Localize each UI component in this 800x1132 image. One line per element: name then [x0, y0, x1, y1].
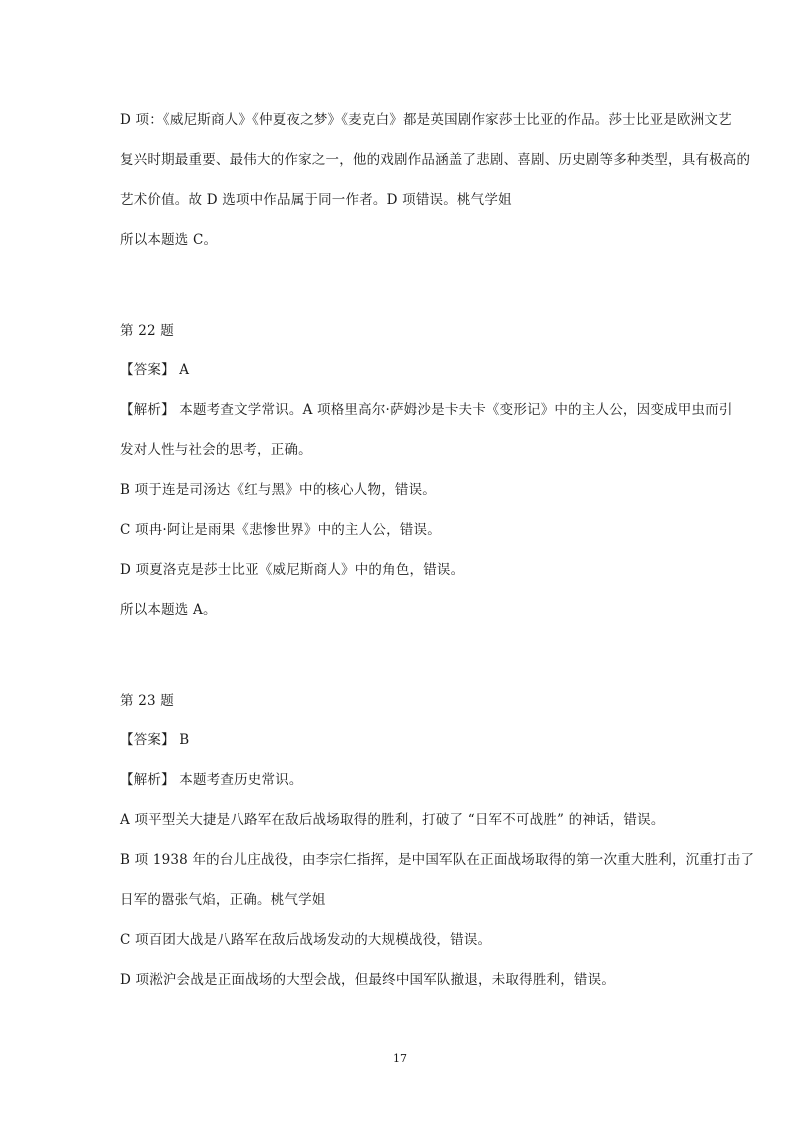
q21-option-d-line-1: D 项：《威尼斯商人》《仲夏夜之梦》《麦克白》都是英国剧作家莎士比亚的作品。莎士比亚是欧洲文艺: [120, 112, 732, 128]
q22-analysis-line-2: 发对人性与社会的思考，正确。: [120, 442, 312, 458]
q22-answer: 【答案】 A: [120, 362, 190, 378]
q22-conclusion: 所以本题选 A。: [120, 602, 217, 618]
q21-conclusion: 所以本题选 C。: [120, 232, 218, 248]
q22-option-b: B 项于连是司汤达《红与黑》中的核心人物，错误。: [120, 482, 437, 498]
q23-option-a: A 项平型关大捷是八路军在敌后战场取得的胜利，打破了 “日军不可战胜” 的神话，错误。: [120, 812, 665, 828]
q23-analysis: 【解析】 本题考查历史常识。: [120, 772, 303, 788]
q23-answer: 【答案】 B: [120, 732, 190, 748]
q22-analysis-line-1: 【解析】 本题考查文学常识。A 项格里高尔·萨姆沙是卡夫卡《变形记》中的主人公，因变成甲虫而引: [120, 402, 733, 418]
q23-option-b-line-1: B 项 1938 年的台儿庄战役，由李宗仁指挥，是中国军队在正面战场取得的第一次重大胜利，沉重打击了: [120, 852, 755, 868]
q23-option-c: C 项百团大战是八路军在敌后战场发动的大规模战役，错误。: [120, 932, 492, 948]
q22-title: 第 22 题: [120, 323, 174, 339]
q23-option-b-line-2: 日军的嚣张气焰，正确。桃气学姐: [120, 892, 326, 908]
page-number: 17: [393, 1052, 407, 1065]
q21-option-d-line-3: 艺术价值。故 D 选项中作品属于同一作者。D 项错误。桃气学姐: [120, 192, 512, 208]
q23-option-d: D 项淞沪会战是正面战场的大型会战，但最终中国军队撤退，未取得胜利，错误。: [120, 972, 616, 988]
q23-title: 第 23 题: [120, 693, 174, 709]
q21-option-d-line-2: 复兴时期最重要、最伟大的作家之一，他的戏剧作品涵盖了悲剧、喜剧、历史剧等多种类型，具有极高的: [120, 152, 751, 168]
q22-option-c: C 项冉·阿让是雨果《悲惨世界》中的主人公，错误。: [120, 522, 441, 538]
q22-option-d: D 项夏洛克是莎士比亚《威尼斯商人》中的角色，错误。: [120, 562, 465, 578]
